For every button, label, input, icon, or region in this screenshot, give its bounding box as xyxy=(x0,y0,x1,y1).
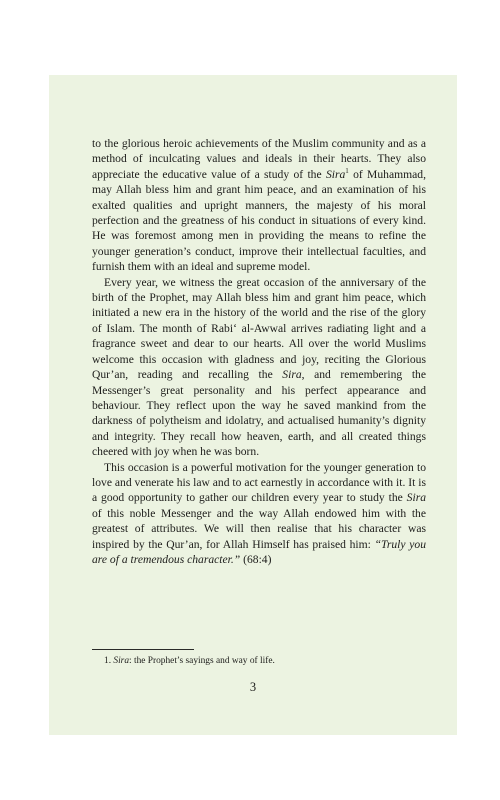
text-run: Every year, we witness the great occasion of the anniversary of the birth of the Prophet, may Allah bless him and grant him peace, which initiated a new era in the history of the world and the rise of the glory of Islam. The month of Rabi‘ al-Awwal arrives radiating light and a fragrance sweet and dear to our hearts. All over the world Muslims welcome this occasion with gladness and joy, reciting the Glorious Qur’an, reading and recalling the xyxy=(92,275,426,382)
italic-text: “Truly you are of a tremendous character.” xyxy=(92,537,426,566)
text-run: This occasion is a powerful motivation for the younger generation to love and venerate his law and to act earnestly in accordance with it. It is a good opportunity to gather our children every year to study the xyxy=(92,460,426,505)
paragraph xyxy=(92,275,426,460)
book-page xyxy=(49,75,457,735)
italic-text: Sira xyxy=(406,491,426,505)
text-run: (68:4) xyxy=(240,552,272,566)
text-run: of Muhammad, may Allah bless him and grant him peace, and an examination of his exalted qualities and upright manners, the majesty of his moral perfection and the greatness of his conduct in situations of every kind. He was foremost among men in providing the means to refine the younger generation’s conduct, improve their intellectual faculties, and furnish them with an ideal and supreme model. xyxy=(92,167,426,274)
footnote-definition: : the Prophet’s sayings and way of life. xyxy=(129,656,275,666)
footnote xyxy=(104,656,275,666)
paragraph xyxy=(92,460,426,568)
page-number: 3 xyxy=(249,680,257,694)
text-run: , and remembering the Messenger’s great personality and his perfect appearance and behaviour. They reflect upon the way he saved mankind from the darkness of polytheism and idolatry, and actualised humanity’s dignity and integrity. They recall how heaven, earth, and all created things cheered with joy when he was born. xyxy=(92,368,426,459)
footnote-number: 1. xyxy=(104,656,112,666)
footnote-marker: 1 xyxy=(345,166,349,175)
body-text xyxy=(92,136,426,567)
italic-text: Sira xyxy=(325,167,346,181)
text-run: to the glorious heroic achievements of the Muslim community and as a method of inculcating values and ideals in their hearts. They also appreciate the educative value of a study of the xyxy=(92,137,426,181)
italic-text: Sira xyxy=(282,368,302,382)
footnote-divider xyxy=(92,649,194,650)
paragraph xyxy=(92,136,426,275)
footnote-term: Sira xyxy=(113,656,130,666)
text-run: of this noble Messenger and the way Allah endowed him with the greatest of attributes. We will then realise that his character was inspired by the Qur’an, for Allah Himself has praised him: xyxy=(92,506,426,551)
